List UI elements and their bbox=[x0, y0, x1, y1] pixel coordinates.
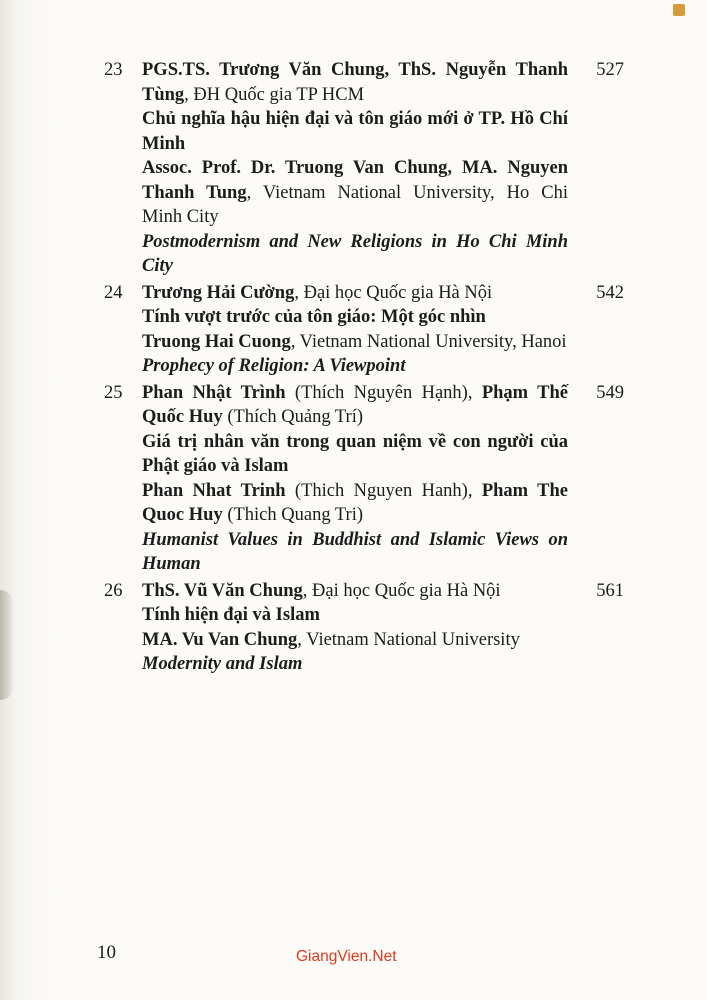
corner-mark bbox=[673, 4, 685, 16]
toc-entry-23 bbox=[104, 58, 624, 279]
authors-english bbox=[142, 479, 568, 528]
title-english: Modernity and Islam bbox=[142, 654, 303, 674]
authors-vietnamese bbox=[142, 281, 568, 306]
author-names-bold: Pham The Quoc Huy bbox=[142, 480, 568, 525]
author-dharma-name: (Thich Nguyen Hanh), bbox=[285, 480, 482, 501]
author-affiliation: , Vietnam National University bbox=[297, 629, 520, 650]
entry-number: 23 bbox=[104, 60, 123, 80]
author-names-bold: PGS.TS. Trương Văn Chung, ThS. Nguyễn Thanh Tùng bbox=[142, 60, 568, 105]
author-names-bold: Phạm Thế Quốc Huy bbox=[142, 382, 568, 427]
entry-number: 24 bbox=[104, 282, 123, 303]
author-names-bold: Truong Hai Cuong bbox=[142, 331, 291, 352]
entry-page: 549 bbox=[596, 382, 624, 403]
author-dharma-name: (Thích Quảng Trí) bbox=[222, 407, 363, 427]
title-vietnamese: Tính hiện đại và Islam bbox=[142, 605, 320, 625]
title-english: Humanist Values in Buddhist and Islamic Views on Human bbox=[142, 529, 568, 574]
toc-entry-24 bbox=[104, 281, 624, 379]
entry-page: 561 bbox=[596, 580, 624, 601]
authors-english bbox=[142, 628, 568, 653]
authors-english bbox=[142, 156, 568, 230]
author-affiliation: , Vietnam National University, Hanoi bbox=[290, 331, 567, 352]
author-dharma-name: (Thich Quang Tri) bbox=[222, 505, 363, 525]
author-names-bold: Phan Nhat Trinh bbox=[142, 480, 286, 501]
title-english: Postmodernism and New Religions in Ho Chi Minh City bbox=[142, 231, 568, 276]
entry-page: 527 bbox=[596, 60, 624, 80]
authors-vietnamese bbox=[142, 579, 568, 604]
author-names-bold: MA. Vu Van Chung bbox=[142, 629, 298, 650]
author-affiliation: , Đại học Quốc gia Hà Nội bbox=[294, 282, 493, 303]
entry-number: 25 bbox=[104, 382, 123, 403]
watermark-site-link[interactable]: GiangVien.Net bbox=[296, 948, 397, 965]
author-affiliation: , Đại học Quốc gia Hà Nội bbox=[302, 580, 501, 601]
title-english: Prophecy of Religion: A Viewpoint bbox=[142, 356, 406, 376]
author-names-bold: ThS. Vũ Văn Chung bbox=[142, 580, 303, 601]
entry-page: 542 bbox=[596, 282, 624, 303]
toc-entry-26 bbox=[104, 579, 624, 677]
entry-number: 26 bbox=[104, 580, 123, 601]
title-vietnamese: Chủ nghĩa hậu hiện đại và tôn giáo mới ở TP. Hồ Chí Minh bbox=[142, 109, 568, 154]
author-dharma-name: (Thích Nguyên Hạnh), bbox=[285, 382, 482, 403]
author-names-bold: Assoc. Prof. Dr. Truong Van Chung, MA. Nguyen Thanh Tung bbox=[142, 158, 568, 203]
author-affiliation: , ĐH Quốc gia TP HCM bbox=[184, 84, 365, 105]
title-vietnamese: Tính vượt trước của tôn giáo: Một góc nhìn bbox=[142, 307, 486, 327]
author-affiliation: , Vietnam National University, Ho Chi Minh City bbox=[142, 182, 569, 227]
author-names-bold: Trương Hải Cường bbox=[142, 282, 295, 303]
toc-entry-25 bbox=[104, 381, 624, 577]
binding-shadow bbox=[0, 590, 14, 700]
authors-vietnamese bbox=[142, 381, 568, 430]
title-vietnamese: Giá trị nhân văn trong quan niệm về con người của Phật giáo và Islam bbox=[142, 431, 568, 476]
authors-vietnamese bbox=[142, 58, 568, 107]
page-number: 10 bbox=[97, 942, 116, 963]
author-names-bold: Phan Nhật Trình bbox=[142, 382, 286, 403]
authors-english bbox=[142, 330, 568, 355]
table-of-contents bbox=[104, 58, 624, 679]
